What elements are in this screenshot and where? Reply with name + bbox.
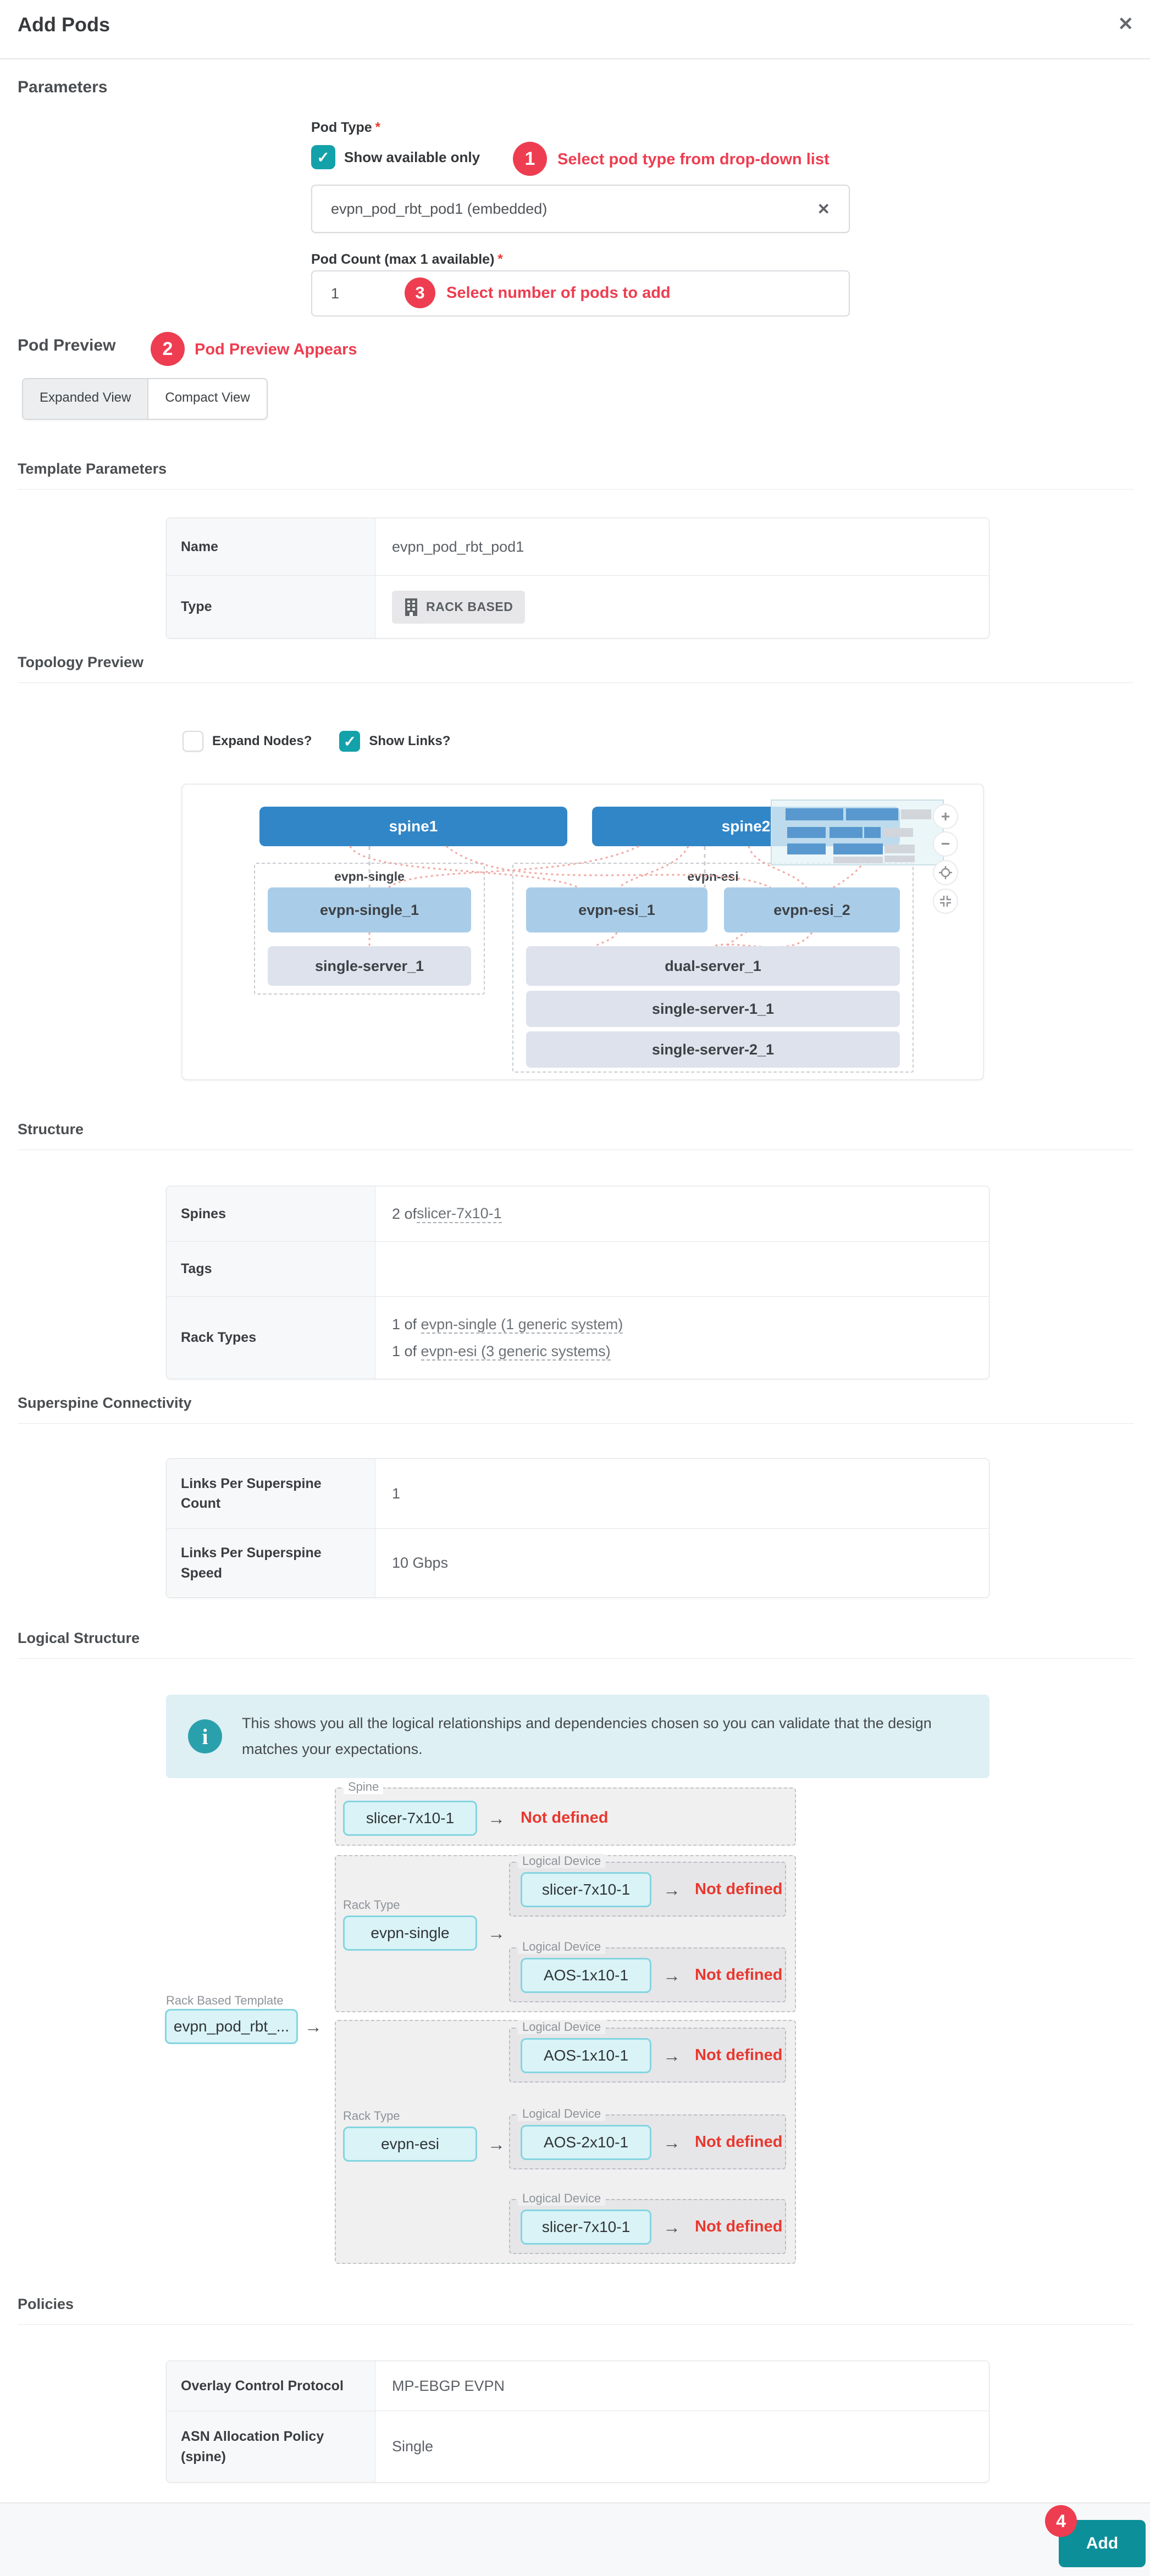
rack-group-label: evpn-single [334,869,405,884]
minimap-bar [883,828,913,837]
pod-type-select[interactable] [311,185,850,233]
superspine-heading: Superspine Connectivity [18,1395,192,1411]
minimap-bar [787,843,826,854]
fit-screen-icon [939,895,952,908]
topology-node-server: single-server-1_1 [526,991,900,1027]
row-label: Name [167,518,375,575]
section-divider [18,1658,1134,1659]
row-value: evpn_pod_rbt_pod1 [392,538,524,555]
spines-count-prefix: 2 of [392,1205,417,1222]
template-parameters-heading: Template Parameters [18,460,167,477]
not-defined-text: Not defined [521,1809,609,1826]
rack-type-link[interactable]: evpn-single (1 generic system) [421,1315,623,1333]
minimap-bar [833,843,883,854]
rack-type-node: evpn-single [343,1916,477,1951]
logical-device-group [509,2191,786,2254]
pod-preview-heading: Pod Preview [18,336,116,354]
row-value [375,1242,989,1296]
spine-device-link[interactable]: slicer-7x10-1 [417,1205,502,1223]
info-text: This shows you all the logical relationships and dependencies chosen so you can validate that the design matches your expectations. [242,1714,932,1757]
topology-node-leaf: evpn-esi_1 [526,887,707,932]
logical-device-group [509,2107,786,2169]
topology-node-server: single-server-2_1 [526,1031,900,1068]
row-label: Links Per Superspine Speed [167,1529,375,1597]
dialog-title: Add Pods [18,13,110,36]
view-tabgroup [22,378,268,420]
show-available-label: Show available only [344,148,480,165]
row-label: Type [167,576,375,638]
minimap-bar [846,808,898,820]
tab-compact-view[interactable]: Compact View [165,390,250,405]
logical-device-node: slicer-7x10-1 [343,1801,477,1836]
minimap-bar [864,827,881,838]
logical-device-node: AOS-1x10-1 [521,2038,651,2073]
logical-device-label: Logical Device [518,1940,605,1954]
crosshair-icon [938,865,953,880]
section-divider [18,1423,1134,1424]
topology-node-leaf: evpn-esi_2 [724,887,900,932]
not-defined-text: Not defined [695,2133,783,2151]
topology-options-row [183,731,450,752]
table-row [167,1241,989,1296]
not-defined-text: Not defined [695,1966,783,1984]
logical-device-label: Logical Device [518,2107,605,2121]
dialog-footer [0,2502,1150,2576]
rack-type-node: evpn-esi [343,2127,477,2162]
table-row [167,1459,989,1528]
not-defined-text: Not defined [695,1880,783,1898]
not-defined-text: Not defined [695,2046,783,2064]
check-icon: ✓ [343,732,357,750]
arrow-icon: → [663,1880,681,1900]
rack-based-badge [392,591,525,624]
logical-device-group [509,1940,786,2002]
pod-count-label-text: Pod Count (max 1 available) [311,252,495,267]
arrow-icon: → [663,2046,681,2066]
arrow-icon: → [488,1808,505,1828]
section-divider [18,682,1134,683]
rack-group-label: evpn-esi [687,869,739,884]
topology-node-spine1: spine1 [259,807,567,846]
table-row [167,2411,989,2482]
rack-type-line [392,1316,623,1333]
table-row [167,575,989,638]
annotation-3-text: Select number of pods to add [446,284,671,302]
minimap-bar [884,856,915,862]
table-row [167,1296,989,1379]
arrow-icon: → [663,2133,681,2152]
minimap-bar [884,845,915,853]
logical-device-group [509,2020,786,2083]
rack-type-line [392,1343,611,1360]
topology-node-server: dual-server_1 [526,946,900,986]
pod-type-label-text: Pod Type [311,120,372,135]
minimap-bar [786,808,843,820]
section-divider [18,2324,1134,2325]
show-links-label: Show Links? [369,734,451,748]
show-available-checkbox[interactable] [311,145,335,169]
structure-heading: Structure [18,1121,84,1137]
logical-device-node: slicer-7x10-1 [521,1872,651,1907]
row-value [375,1186,989,1241]
minimap-bar [833,857,883,863]
zoom-out-icon: − [941,835,950,852]
row-label: Rack Types [167,1297,375,1379]
policies-heading: Policies [18,2296,74,2312]
topology-preview-heading: Topology Preview [18,654,144,670]
center-view-button[interactable] [933,860,958,885]
arrow-icon: → [663,1966,681,1985]
pod-type-selected-value: evpn_pod_rbt_pod1 (embedded) [331,200,548,217]
zoom-in-button[interactable] [933,804,958,829]
minimap-bar [901,809,931,819]
clear-selection-icon[interactable]: ✕ [817,200,830,218]
annotation-1-text: Select pod type from drop-down list [557,151,830,168]
not-defined-text: Not defined [695,2218,783,2235]
show-links-checkbox[interactable] [339,731,360,752]
annotation-4-badge: 4 [1045,2505,1077,2537]
logical-rack-group-evpn-single [335,1855,796,2012]
arrow-icon: → [305,2017,322,2036]
arrow-icon: → [488,1923,505,1943]
row-value [375,1297,989,1379]
minimap[interactable] [771,800,944,865]
logical-device-node: slicer-7x10-1 [521,2209,651,2245]
row-value: Single [392,2438,434,2455]
rack-type-link[interactable]: evpn-esi (3 generic systems) [421,1342,611,1359]
rack-type-prefix: 1 of [392,1315,421,1333]
show-available-row [311,145,480,169]
logical-structure-heading: Logical Structure [18,1630,140,1646]
add-button[interactable]: Add [1059,2520,1146,2567]
row-label: ASN Allocation Policy (spine) [167,2411,375,2482]
topology-node-spine2: spine2 [592,807,900,846]
table-row [167,1528,989,1597]
logical-structure-diagram [165,1780,852,2270]
annotation-1-badge: 1 [513,142,547,176]
pod-type-label [311,120,380,136]
tab-expanded-view[interactable]: Expanded View [23,379,148,419]
expand-nodes-label: Expand Nodes? [212,734,312,748]
logical-device-group [509,1854,786,1917]
rack-type-prefix: 1 of [392,1342,421,1359]
logical-device-label: Logical Device [518,2020,605,2034]
close-icon[interactable]: ✕ [1118,14,1134,35]
building-icon [404,598,418,616]
rack-based-template-label: Rack Based Template [166,1994,284,2007]
row-label: Links Per Superspine Count [167,1459,375,1528]
required-asterisk: * [497,252,503,267]
fit-view-button[interactable] [933,889,958,914]
row-label: Overlay Control Protocol [167,2361,375,2411]
arrow-icon: → [663,2217,681,2237]
row-value: MP-EBGP EVPN [392,2377,505,2394]
topology-node-server: single-server_1 [268,946,471,986]
table-row [167,1186,989,1241]
superspine-table [166,1458,989,1598]
row-value: 10 Gbps [392,1555,449,1571]
table-row [167,518,989,575]
policies-table [166,2361,989,2483]
check-icon: ✓ [317,148,330,166]
zoom-in-icon: + [941,808,950,825]
required-asterisk: * [375,120,381,135]
info-callout [166,1695,989,1778]
row-label: Spines [167,1186,375,1241]
header-divider [0,58,1150,59]
rack-based-template-node: evpn_pod_rbt_... [165,2009,298,2044]
annotation-2-badge: 2 [151,332,185,366]
pod-count-label [311,252,503,268]
logical-device-label: Logical Device [518,1854,605,1868]
structure-table [166,1186,989,1379]
row-label: Tags [167,1242,375,1296]
topology-canvas[interactable] [181,784,984,1080]
info-icon: i [188,1719,222,1753]
logical-rack-group-evpn-esi [335,2020,796,2264]
topology-node-leaf: evpn-single_1 [268,887,471,932]
minimap-bar [830,827,862,838]
minimap-bar [787,827,826,838]
logical-device-node: AOS-1x10-1 [521,1958,651,1993]
rack-based-badge-text: RACK BASED [426,599,513,614]
logical-device-label: Logical Device [518,2191,605,2206]
annotation-2-text: Pod Preview Appears [195,341,357,358]
annotation-3-badge: 3 [405,277,435,308]
logical-spine-group [335,1780,796,1846]
rack-type-label: Rack Type [343,1898,400,1912]
zoom-out-button[interactable] [933,831,958,857]
section-divider [18,489,1134,490]
logical-device-node: AOS-2x10-1 [521,2125,651,2160]
rack-type-label: Rack Type [343,2109,400,2123]
expand-nodes-checkbox[interactable] [183,731,203,752]
arrow-icon: → [488,2134,505,2154]
table-row [167,2361,989,2411]
spine-group-label: Spine [344,1780,383,1794]
row-value [375,576,989,638]
parameters-heading: Parameters [18,78,108,96]
template-parameters-table [166,518,989,639]
row-value: 1 [392,1485,401,1502]
